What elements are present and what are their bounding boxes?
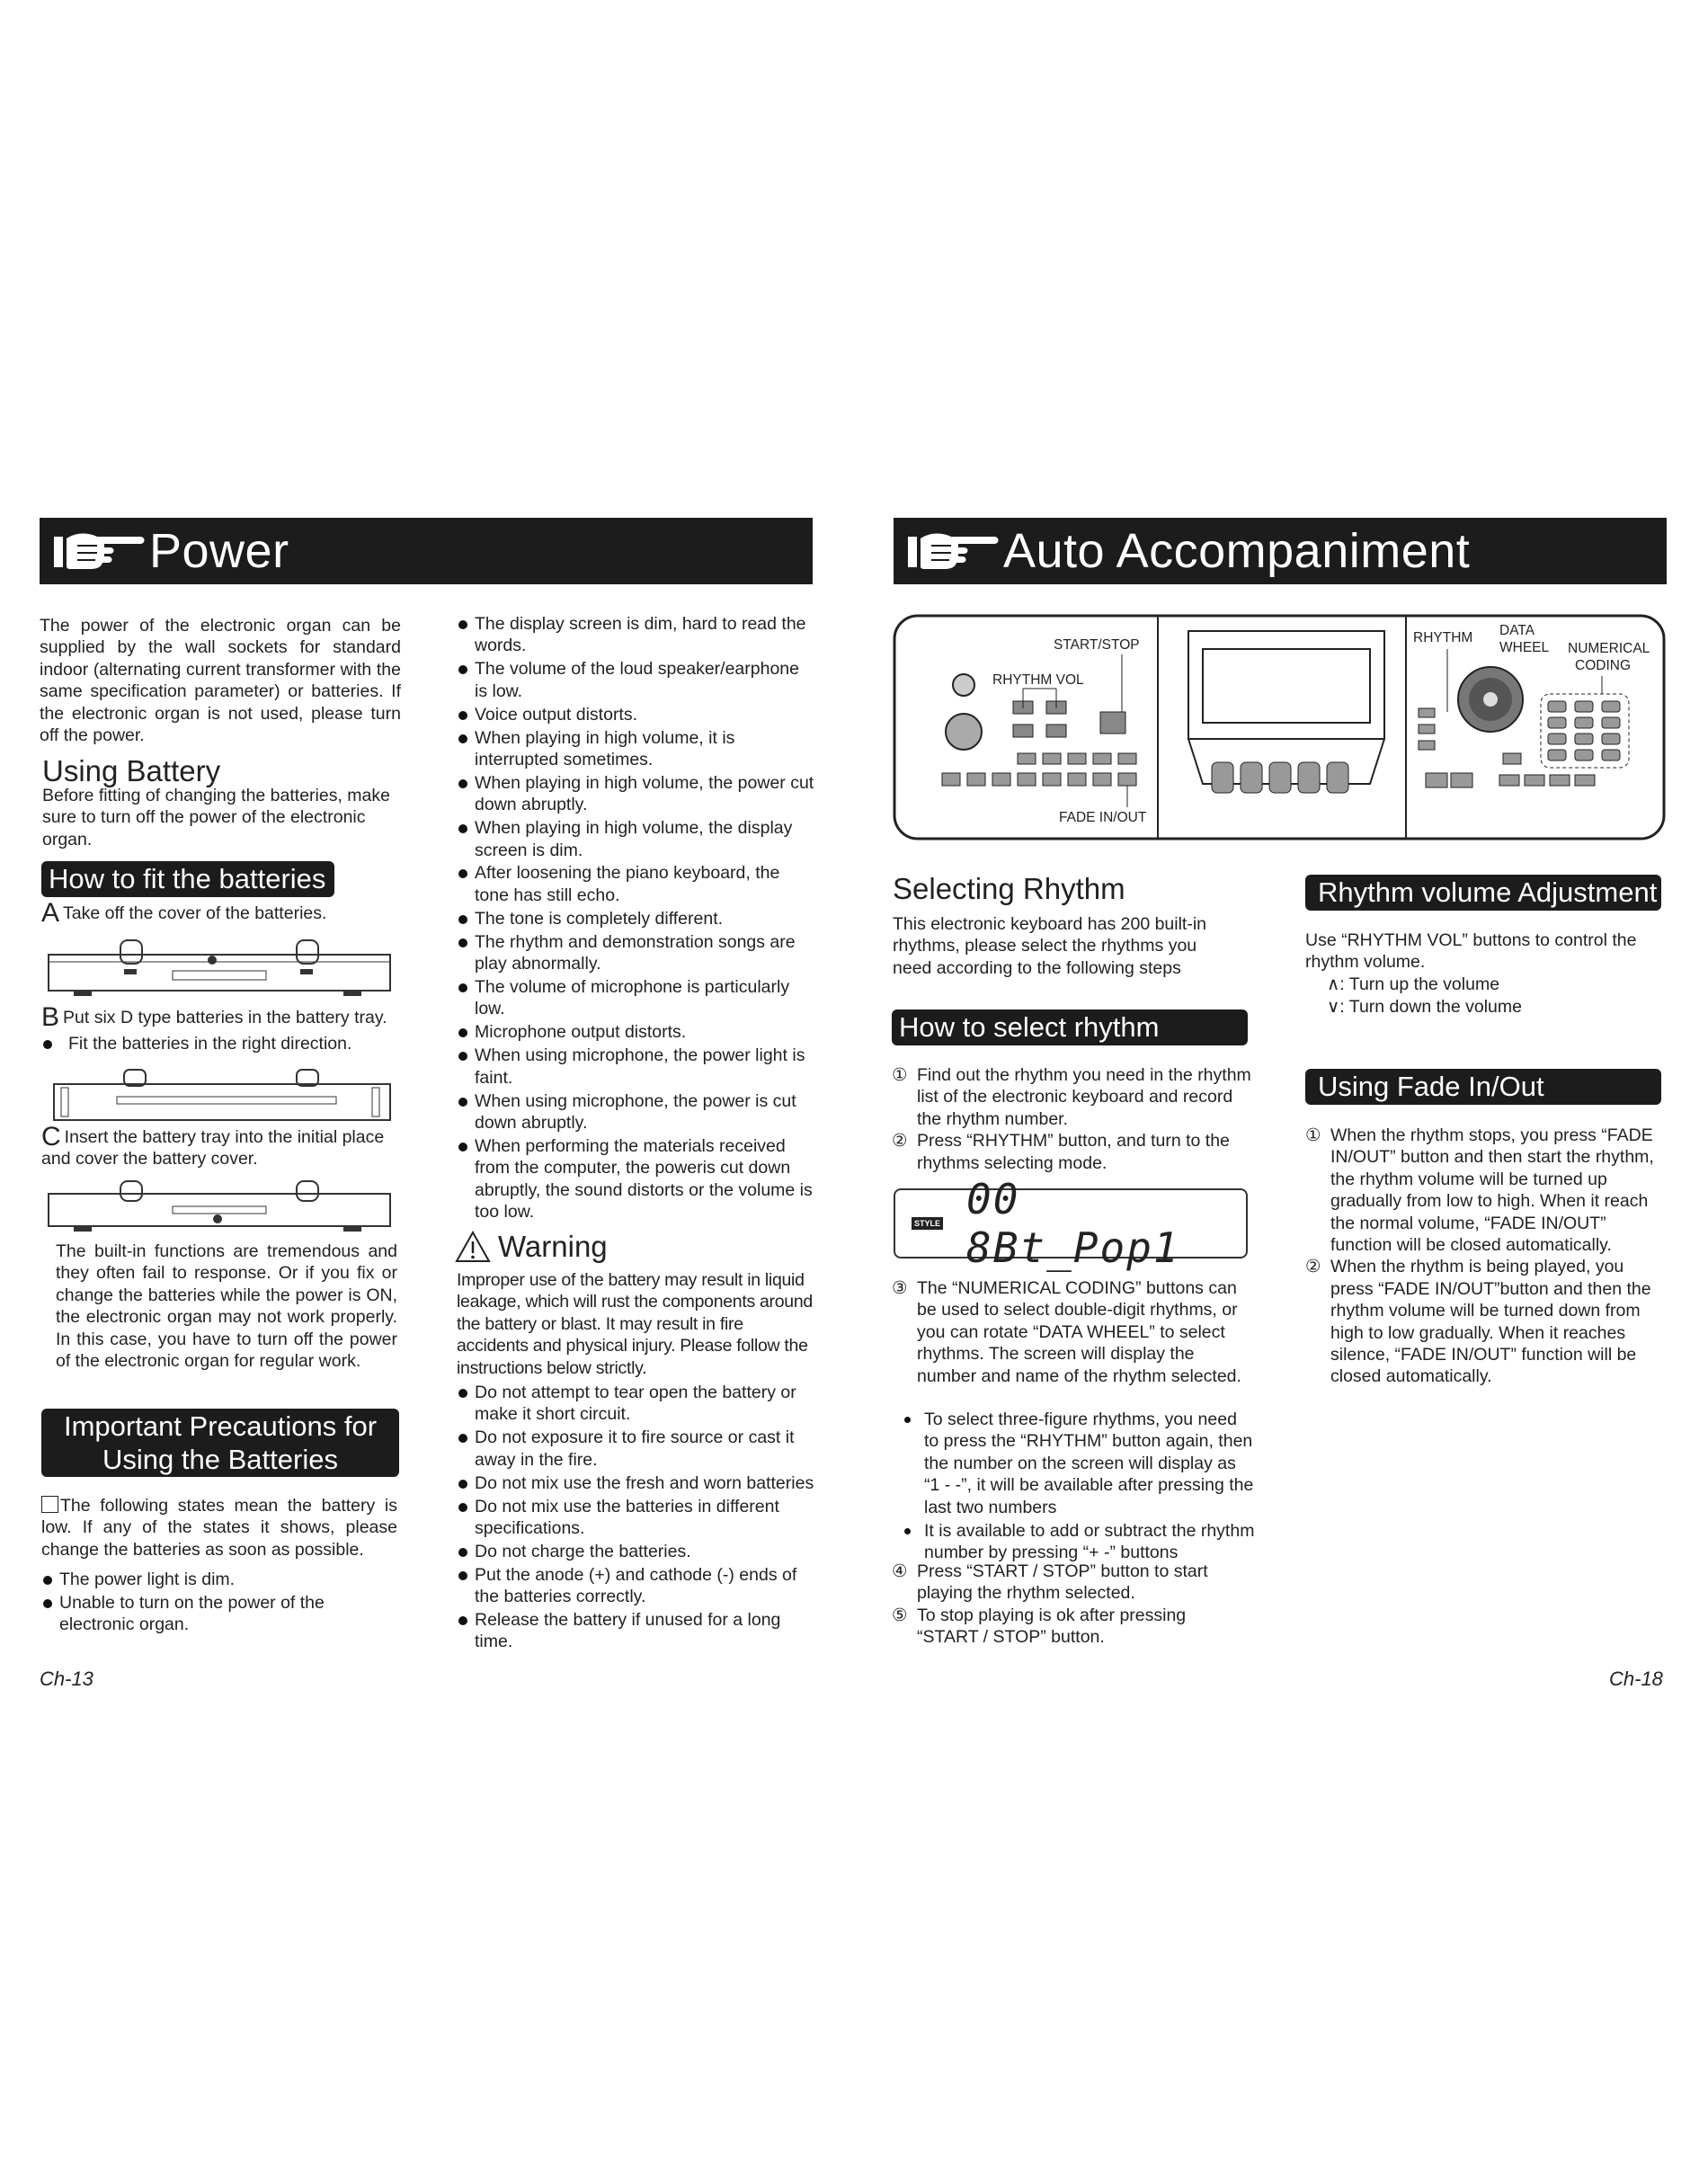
selecting-rhythm-text: This electronic keyboard has 200 built-in rhythms, please select the rhythms you need according to the following steps <box>893 914 1207 978</box>
how-select-rhythm-heading: How to select rhythm <box>892 1009 1248 1045</box>
numerical-coding-label-2: CODING <box>1575 658 1631 673</box>
lcd-display <box>894 1175 1248 1272</box>
list-item: When playing in high volume, the power cut down abruptly. <box>457 772 816 816</box>
using-battery-heading: Using Battery <box>42 754 221 787</box>
step-a: A Take off the cover of the batteries. <box>41 898 327 928</box>
list-item: Do not mix use the fresh and worn batteries <box>457 1472 816 1494</box>
step-c: C Insert the battery tray into the initial place and cover the battery cover. <box>41 1122 385 1170</box>
low-battery-states-list-1 <box>41 1569 401 1637</box>
list-item: The tone is completely different. <box>457 908 816 929</box>
select-steps-bottom <box>892 1561 1251 1649</box>
fade-in-out-label: FADE IN/OUT <box>1059 810 1147 825</box>
rhythm-vol-label: RHYTHM VOL <box>992 672 1084 688</box>
warning-triangle-icon <box>455 1231 491 1263</box>
list-item: When performing the materials received from the computer, the poweris cut down abruptly, the sound distorts or the volume is too low. <box>457 1135 816 1223</box>
fade-steps <box>1305 1125 1656 1388</box>
list-item: Release the battery if unused for a long time. <box>457 1609 816 1653</box>
list-item: After loosening the piano keyboard, the tone has still echo. <box>457 862 816 906</box>
list-item: The volume of the loud speaker/earphone is low. <box>457 658 816 702</box>
list-item: Voice output distorts. <box>457 704 816 725</box>
list-item: Fit the batteries in the right direction. <box>41 1033 419 1054</box>
using-battery-text: Before fitting of changing the batteries, make sure to turn off the power of the electronic organ. <box>42 786 390 849</box>
select-steps-top <box>892 1064 1251 1174</box>
list-item: Do not attempt to tear open the battery or make it short circuit. <box>457 1382 816 1426</box>
numerical-coding-label-1: NUMERICAL <box>1568 641 1650 656</box>
list-item: It is available to add or subtract the rhythm number by pressing “+ -” buttons <box>892 1520 1255 1564</box>
fade-in-out-heading: Using Fade In/Out <box>1305 1069 1661 1105</box>
low-battery-states-list-2 <box>457 613 816 1224</box>
pointing-hand-icon <box>904 524 1003 578</box>
list-item: Unable to turn on the power of the electronic organ. <box>41 1592 401 1636</box>
power-intro: The power of the electronic organ can be supplied by the wall sockets for standard indoor (alternating current transformer with the same specification parameter) or batteries. If the electronic organ is not used, please turn off the power. <box>40 616 401 746</box>
list-item: The rhythm and demonstration songs are play abnormally. <box>457 931 816 975</box>
lcd-text: 00 8Bt_Pop1 <box>966 1175 1180 1272</box>
pointing-hand-icon <box>50 524 149 578</box>
start-stop-label: START/STOP <box>1054 637 1140 653</box>
list-item: Do not mix use the batteries in different specifications. <box>457 1496 816 1540</box>
page-title: Power <box>149 524 289 578</box>
list-item: ② When the rhythm is being played, you press “FADE IN/OUT”button and then the rhythm volume will be turned down from high to low gradually. When it reaches silence, “FADE IN/OUT” function will be closed automatically. <box>1305 1257 1651 1387</box>
warning-heading: Warning <box>455 1230 608 1264</box>
power-header <box>40 518 813 584</box>
list-item: ④ Press “START / STOP” button to start playing the rhythm selected. <box>892 1561 1208 1604</box>
page-number-right: Ch-18 <box>1609 1668 1663 1690</box>
lcd-style-tag: STYLE <box>912 1217 943 1230</box>
auto-accompaniment-header <box>894 518 1667 584</box>
list-item: When using microphone, the power is cut down abruptly. <box>457 1090 816 1134</box>
data-wheel-label-1: DATA <box>1499 623 1535 638</box>
list-item: ③ The “NUMERICAL CODING” buttons can be used to select double-digit rhythms, or you can rotate “DATA WHEEL” to select rhythms. The screen will display the number and name of the rhythm selected. <box>892 1278 1241 1386</box>
warning-list <box>457 1382 816 1654</box>
list-item: Do not charge the batteries. <box>457 1541 816 1562</box>
list-item: ⑤ To stop playing is ok after pressing “START / STOP” button. <box>892 1605 1187 1648</box>
battery-note: The built-in functions are tremendous and they often fail to response. Or if you fix or change the batteries while the power is ON, the electronic organ may not work properly. In this case, you have to turn off the power of the electronic organ for regular work. <box>56 1241 397 1372</box>
step-letter: B <box>41 1002 60 1032</box>
checkbox-icon <box>41 1496 58 1513</box>
select-step-3 <box>892 1277 1255 1387</box>
list-item: ② Press “RHYTHM” button, and turn to the rhythms selecting mode. <box>892 1131 1230 1173</box>
warning-text: Improper use of the battery may result in liquid leakage, which will rust the components around the battery or blast. It may result in fire accidents and physical injury. Please follow the instructions below strictly. <box>457 1270 813 1378</box>
select-sub-bullets <box>892 1409 1255 1565</box>
volume-down: ∨: Turn down the volume <box>1327 997 1522 1017</box>
page-number-left: Ch-13 <box>40 1668 93 1690</box>
data-wheel-label-2: WHEEL <box>1499 640 1550 655</box>
list-item: The display screen is dim, hard to read the words. <box>457 613 816 657</box>
list-item: Do not exposure it to fire source or cast it away in the fire. <box>457 1427 816 1471</box>
list-item: Microphone output distorts. <box>457 1021 816 1043</box>
precautions-heading: Important Precautions for Using the Batteries <box>41 1409 399 1477</box>
list-item: The volume of microphone is particularly low. <box>457 976 816 1020</box>
step-letter: A <box>41 898 60 928</box>
rhythm-label: RHYTHM <box>1413 630 1473 645</box>
fit-batteries-heading: How to fit the batteries <box>41 861 334 897</box>
list-item: To select three-figure rhythms, you need to press the “RHYTHM” button again, then the number on the screen will display as “1 - -”, it will be available after pressing the last two numbers <box>892 1409 1255 1518</box>
rhythm-volume-text: Use “RHYTHM VOL” buttons to control the rhythm volume. <box>1305 930 1637 973</box>
step-letter: C <box>41 1122 61 1152</box>
keyboard-control-panel-illustration <box>892 613 1667 843</box>
precautions-intro: The following states mean the battery is low. If any of the states it shows, please change the batteries as soon as possible. <box>41 1496 397 1560</box>
list-item: Put the anode (+) and cathode (-) ends of the batteries correctly. <box>457 1564 816 1608</box>
list-item: When using microphone, the power light is faint. <box>457 1045 816 1089</box>
list-item: The power light is dim. <box>41 1569 401 1590</box>
list-item: When playing in high volume, the display screen is dim. <box>457 817 816 861</box>
volume-up: ∧: Turn up the volume <box>1327 974 1500 994</box>
selecting-rhythm-heading: Selecting Rhythm <box>893 872 1125 905</box>
list-item: ① When the rhythm stops, you press “FADE IN/OUT” button and then start the rhythm, the rhythm volume will be turned up gradually from low to high. When it reach the normal volume, “FADE IN/OUT” function will be closed automatically. <box>1305 1125 1654 1256</box>
rhythm-volume-heading: Rhythm volume Adjustment <box>1305 875 1661 911</box>
list-item: When playing in high volume, it is interrupted sometimes. <box>457 727 816 771</box>
list-item: ① Find out the rhythm you need in the rhythm list of the electronic keyboard and record the rhythm number. <box>892 1065 1251 1129</box>
step-b-bullets <box>41 1033 419 1056</box>
battery-tray-illustration <box>52 1068 392 1122</box>
page-title: Auto Accompaniment <box>1003 524 1471 578</box>
battery-cover-illustration <box>47 935 392 1001</box>
step-b: B Put six D type batteries in the battery tray. <box>41 1002 387 1032</box>
battery-cover-closed-illustration <box>47 1178 392 1233</box>
